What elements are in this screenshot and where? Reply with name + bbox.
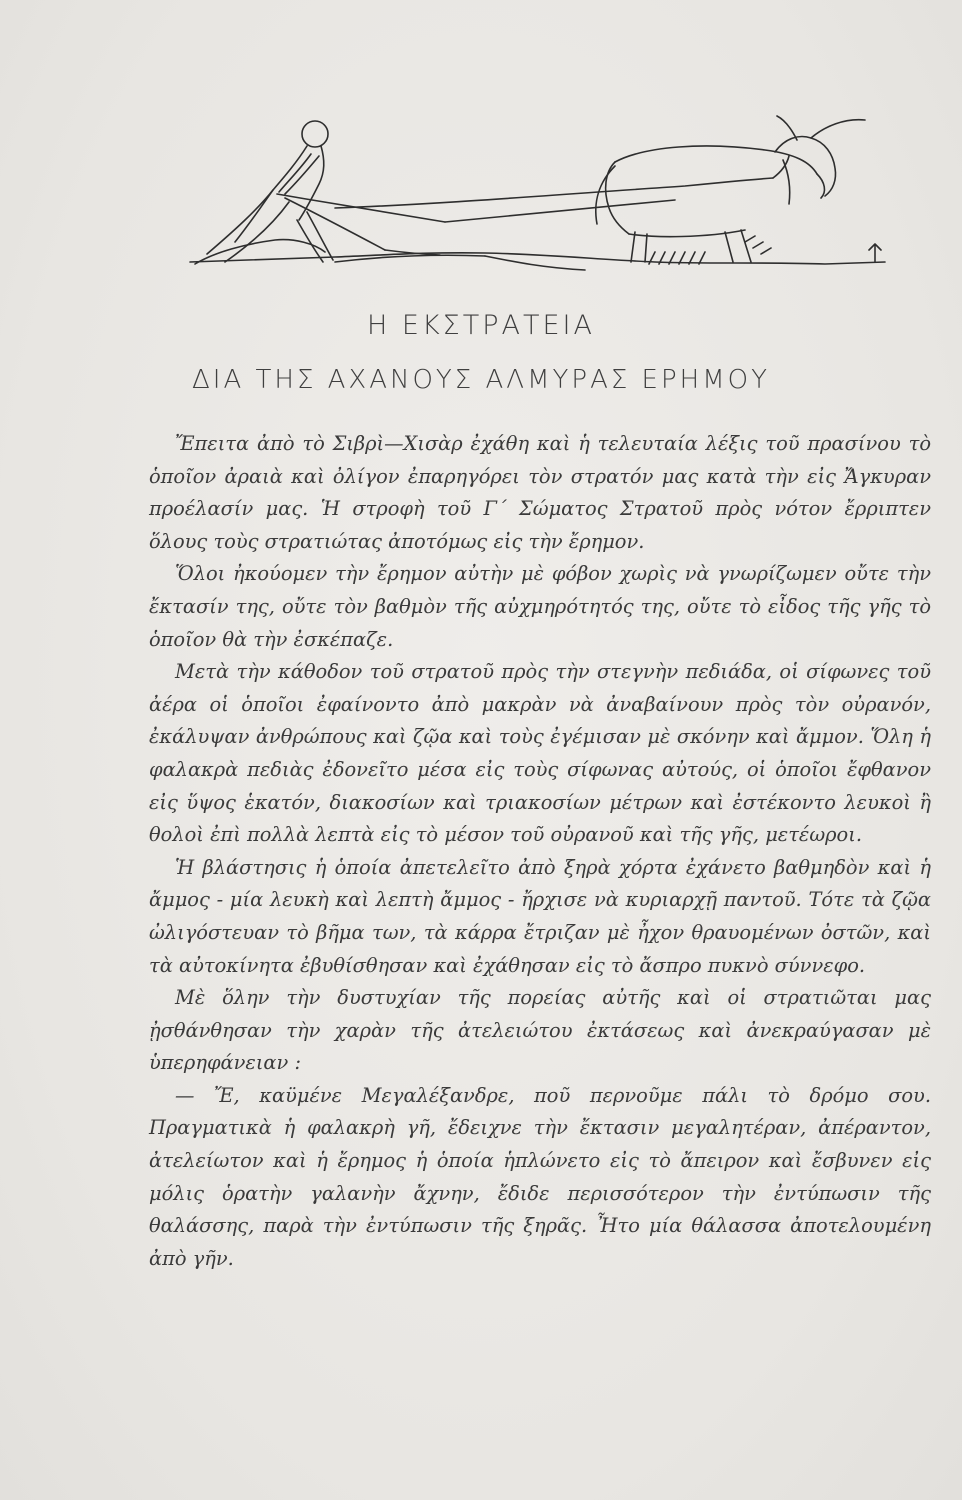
paragraph: Ἔπειτα ἀπὸ τὸ Σιβρὶ—Χισὰρ ἐχάθη καὶ ἡ τελευταία λέξις τοῦ πρασίνου τὸ ὁποῖον ἀραιὰ καὶ ὀλίγον ἐπαρηγόρει τὸν στρατόν μας κατὰ τὴν εἰς Ἄγκυραν προέλασίν μας. Ἡ στροφὴ τοῦ Γ΄ Σώματος Στρατοῦ πρὸς νότον ἔρριπτεν ὅλους τοὺς στρατιώτας ἀποτόμως εἰς τὴν ἔρημον. (149, 432, 931, 553)
paragraph: Μὲ ὅλην τὴν δυστυχίαν τῆς πορείας αὐτῆς καὶ οἱ στρατιῶται μας ᾐσθάνθησαν τὴν χαρὰν τῆς ἀτελειώτου ἐκτάσεως καὶ ἀνεκραύγασαν μὲ ὑπερηφάνειαν : (149, 986, 931, 1075)
paragraph: Ὅλοι ἠκούομεν τὴν ἔρημον αὐτὴν μὲ φόβον χωρὶς νὰ γνωρίζωμεν οὔτε τὴν ἔκτασίν της, οὔτε τὸν βαθμὸν τῆς αὐχμηρότητός της, οὔτε τὸ εἶδος τῆς γῆς τὸ ὁποῖον θὰ τὴν ἐσκέπαζε. (149, 562, 931, 651)
chapter-subtitle: ΔΙΑ ΤΗΣ ΑΧΑΝΟΥΣ ΑΛΜΥΡΑΣ ΕΡΗΜΟΥ (192, 365, 770, 395)
paragraph: Ἡ βλάστησις ἡ ὁποία ἀπετελεῖτο ἀπὸ ξηρὰ χόρτα ἐχάνετο βαθμηδὸν καὶ ἡ ἄμμος - μία λευκὴ καὶ λεπτὴ ἄμμος - ἤρχισε νὰ κυριαρχῇ παντοῦ. Τότε τὰ ζῷα ὠλιγόστευαν τὸ βῆμα των, τὰ κάρρα ἔτριζαν μὲ ἦχον θραυομένων ὀστῶν, καὶ τὰ αὐτοκίνητα ἐβυθίσθησαν καὶ ἐχάθησαν εἰς τὸ ἄσπρο πυκνὸ σύννεφο. (149, 855, 931, 977)
paragraph: — Ἔ, καϋμένε Μεγαλέξανδρε, ποῦ περνοῦμε πάλι τὸ δρόμο σου. Πραγματικὰ ἡ φαλακρὴ γῆ, ἔδειχνε τὴν ἔκτασιν μεγαλητέραν, ἀπέραντον, ἀτελείωτον καὶ ἡ ἔρημος ἡ ὁποία ἡπλώνετο εἰς τὸ ἄπειρον καὶ ἔσβυνεν εἰς μόλις ὁρατὴν γαλανὴν ἄχνην, ἔδιδε περισσότερον τὴν ἐντύπωσιν τῆς θαλάσσης, παρὰ τὴν ἐντύπωσιν τῆς ξηρᾶς. Ἦτο μία θάλασσα ἀποτελουμένη ἀπὸ γῆν. (149, 1083, 931, 1270)
chapter-title: Η ΕΚΣΤΡΑΤΕΙΑ (367, 310, 595, 341)
body-text (149, 428, 931, 1275)
ploughing-figure-with-ox-illustration (185, 112, 905, 294)
paragraph: Μετὰ τὴν κάθοδον τοῦ στρατοῦ πρὸς τὴν στεγνὴν πεδιάδα, οἱ σίφωνες τοῦ ἀέρα οἱ ὁποῖοι ἐφαίνοντο ἀπὸ μακρὰν νὰ ἀναβαίνουν πρὸς τὸν οὐρανόν, ἐκάλυψαν ἀνθρώπους καὶ ζῷα καὶ τοὺς ἐγέμισαν μὲ σκόνην καὶ ἄμμον. Ὅλη ἡ φαλακρὰ πεδιὰς ἐδονεῖτο μέσα εἰς τοὺς σίφωνας αὐτούς, οἱ ὁποῖοι ἔφθανον εἰς ὕψος ἑκατόν, διακοσίων καὶ τριακοσίων μέτρων καὶ ἐστέκοντο λευκοὶ ἢ θολοὶ ἐπὶ πολλὰ λεπτὰ εἰς τὸ μέσον τοῦ οὐρανοῦ καὶ τῆς γῆς, μετέωροι. (149, 660, 931, 847)
